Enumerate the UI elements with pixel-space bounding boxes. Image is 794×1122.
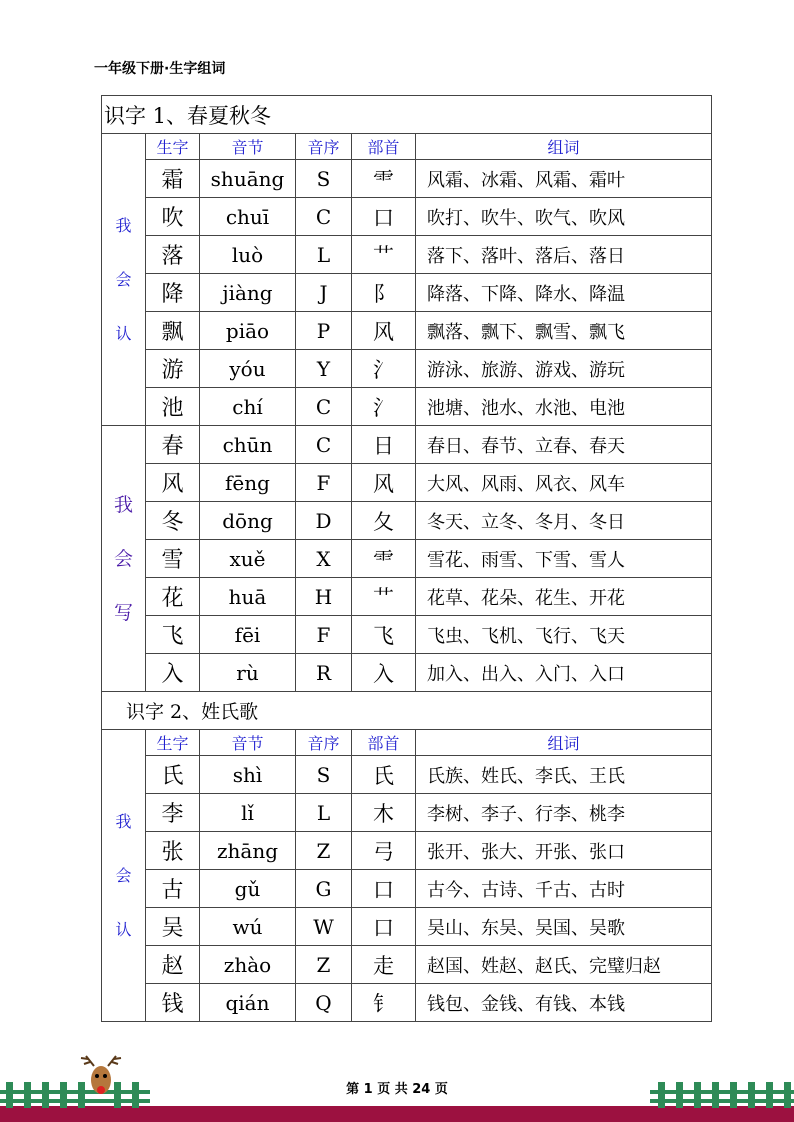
- table-row: [102, 388, 712, 426]
- initial-cell: L: [296, 794, 352, 832]
- character-cell: 池: [146, 388, 200, 426]
- character-cell: 入: [146, 654, 200, 692]
- initial-cell: X: [296, 540, 352, 578]
- character-cell: 雪: [146, 540, 200, 578]
- words-cell: 春日、春节、立春、春天: [416, 426, 712, 464]
- character-cell: 降: [146, 274, 200, 312]
- initial-cell: F: [296, 616, 352, 654]
- initial-header: 音序: [296, 134, 352, 160]
- group-label-char: 我: [115, 215, 132, 235]
- radical-cell: 氏: [352, 756, 416, 794]
- pinyin-header: 音节: [200, 134, 296, 160]
- left-fence-decoration: [0, 1078, 150, 1108]
- radical-cell: 夂: [352, 502, 416, 540]
- table-row: [102, 794, 712, 832]
- initial-cell: Z: [296, 946, 352, 984]
- table-row: [102, 946, 712, 984]
- lesson-title: 识字 1、春夏秋冬: [102, 96, 712, 134]
- radical-cell: ⻗: [352, 540, 416, 578]
- character-cell: 张: [146, 832, 200, 870]
- words-cell: 赵国、姓赵、赵氏、完璧归赵: [416, 946, 712, 984]
- radical-cell: 氵: [352, 388, 416, 426]
- pinyin-cell: chūn: [200, 426, 296, 464]
- initial-cell: H: [296, 578, 352, 616]
- vocab-table: [101, 95, 712, 1022]
- pinyin-cell: rù: [200, 654, 296, 692]
- character-cell: 冬: [146, 502, 200, 540]
- character-cell: 钱: [146, 984, 200, 1022]
- words-cell: 落下、落叶、落后、落日: [416, 236, 712, 274]
- initial-cell: S: [296, 756, 352, 794]
- pinyin-cell: shuāng: [200, 160, 296, 198]
- character-cell: 花: [146, 578, 200, 616]
- words-cell: 钱包、金钱、有钱、本钱: [416, 984, 712, 1022]
- radical-cell: 风: [352, 464, 416, 502]
- pinyin-cell: zhào: [200, 946, 296, 984]
- table-row: [102, 350, 712, 388]
- group-label-char: 我: [115, 811, 132, 831]
- character-cell: 霜: [146, 160, 200, 198]
- initial-cell: Y: [296, 350, 352, 388]
- initial-header: 音序: [296, 730, 352, 756]
- initial-cell: L: [296, 236, 352, 274]
- table-row: [102, 160, 712, 198]
- pinyin-cell: qián: [200, 984, 296, 1022]
- words-cell: 飘落、飘下、飘雪、飘飞: [416, 312, 712, 350]
- table-row: [102, 274, 712, 312]
- char-header: 生字: [146, 730, 200, 756]
- radical-cell: 风: [352, 312, 416, 350]
- table-row: [102, 540, 712, 578]
- group-label-char: 会: [115, 865, 132, 885]
- character-cell: 李: [146, 794, 200, 832]
- table-row: [102, 756, 712, 794]
- group-label: [102, 134, 146, 426]
- radical-cell: 钅: [352, 984, 416, 1022]
- radical-cell: 艹: [352, 578, 416, 616]
- character-cell: 赵: [146, 946, 200, 984]
- radical-cell: 木: [352, 794, 416, 832]
- pinyin-cell: lǐ: [200, 794, 296, 832]
- footer-bar: [0, 1106, 794, 1122]
- pinyin-cell: piāo: [200, 312, 296, 350]
- initial-cell: C: [296, 426, 352, 464]
- words-cell: 游泳、旅游、游戏、游玩: [416, 350, 712, 388]
- radical-cell: 艹: [352, 236, 416, 274]
- initial-cell: Q: [296, 984, 352, 1022]
- initial-cell: Z: [296, 832, 352, 870]
- initial-cell: R: [296, 654, 352, 692]
- initial-cell: J: [296, 274, 352, 312]
- character-cell: 古: [146, 870, 200, 908]
- radical-cell: 弓: [352, 832, 416, 870]
- words-cell: 加入、出入、入门、入口: [416, 654, 712, 692]
- table-row: [102, 578, 712, 616]
- right-fence-decoration: [650, 1078, 794, 1108]
- words-cell: 飞虫、飞机、飞行、飞天: [416, 616, 712, 654]
- words-cell: 花草、花朵、花生、开花: [416, 578, 712, 616]
- pinyin-cell: gǔ: [200, 870, 296, 908]
- words-cell: 氏族、姓氏、李氏、王氏: [416, 756, 712, 794]
- initial-cell: F: [296, 464, 352, 502]
- group-label-char: 会: [113, 547, 133, 570]
- words-cell: 张开、张大、开张、张口: [416, 832, 712, 870]
- table-row: [102, 654, 712, 692]
- words-cell: 古今、古诗、千古、古时: [416, 870, 712, 908]
- pinyin-cell: xuě: [200, 540, 296, 578]
- page-number: 第 1 页 共 24 页: [346, 1082, 448, 1097]
- radical-cell: 日: [352, 426, 416, 464]
- initial-cell: G: [296, 870, 352, 908]
- table-row: [102, 464, 712, 502]
- radical-cell: 飞: [352, 616, 416, 654]
- table-row: [102, 832, 712, 870]
- initial-cell: C: [296, 388, 352, 426]
- column-header-row: [102, 730, 712, 756]
- pinyin-cell: dōng: [200, 502, 296, 540]
- character-cell: 春: [146, 426, 200, 464]
- pinyin-cell: chí: [200, 388, 296, 426]
- page-header: 一年级下册·生字组词: [94, 61, 226, 77]
- pinyin-cell: jiàng: [200, 274, 296, 312]
- table-row: [102, 616, 712, 654]
- words-cell: 吹打、吹牛、吹气、吹风: [416, 198, 712, 236]
- character-cell: 吹: [146, 198, 200, 236]
- character-cell: 游: [146, 350, 200, 388]
- radical-cell: 口: [352, 908, 416, 946]
- table-row: [102, 426, 712, 464]
- group-label-char: 认: [115, 323, 132, 343]
- words-cell: 降落、下降、降水、降温: [416, 274, 712, 312]
- initial-cell: P: [296, 312, 352, 350]
- words-cell: 吴山、东吴、吴国、吴歌: [416, 908, 712, 946]
- group-label-char: 写: [113, 601, 133, 624]
- initial-cell: S: [296, 160, 352, 198]
- words-cell: 池塘、池水、水池、电池: [416, 388, 712, 426]
- character-cell: 氏: [146, 756, 200, 794]
- character-cell: 风: [146, 464, 200, 502]
- group-label: [102, 426, 146, 692]
- table-row: [102, 870, 712, 908]
- pinyin-cell: yóu: [200, 350, 296, 388]
- column-header-row: [102, 134, 712, 160]
- table-row: [102, 198, 712, 236]
- pinyin-cell: shì: [200, 756, 296, 794]
- character-cell: 飘: [146, 312, 200, 350]
- initial-cell: W: [296, 908, 352, 946]
- radical-header: 部首: [352, 134, 416, 160]
- pinyin-cell: luò: [200, 236, 296, 274]
- initial-cell: D: [296, 502, 352, 540]
- radical-cell: 入: [352, 654, 416, 692]
- group-label: [102, 730, 146, 1022]
- character-cell: 飞: [146, 616, 200, 654]
- words-cell: 大风、风雨、风衣、风车: [416, 464, 712, 502]
- radical-header: 部首: [352, 730, 416, 756]
- radical-cell: 氵: [352, 350, 416, 388]
- pinyin-cell: chuī: [200, 198, 296, 236]
- group-label-char: 会: [115, 269, 132, 289]
- words-cell: 雪花、雨雪、下雪、雪人: [416, 540, 712, 578]
- character-cell: 吴: [146, 908, 200, 946]
- radical-cell: 口: [352, 870, 416, 908]
- lesson-title: 识字 2、姓氏歌: [102, 692, 712, 730]
- radical-cell: 口: [352, 198, 416, 236]
- initial-cell: C: [296, 198, 352, 236]
- radical-cell: 走: [352, 946, 416, 984]
- character-cell: 落: [146, 236, 200, 274]
- lesson-title-row: [102, 96, 712, 134]
- pinyin-cell: zhāng: [200, 832, 296, 870]
- words-cell: 风霜、冰霜、风霜、霜叶: [416, 160, 712, 198]
- words-header: 组词: [416, 134, 712, 160]
- words-header: 组词: [416, 730, 712, 756]
- table-row: [102, 312, 712, 350]
- lesson-title-row: [102, 692, 712, 730]
- pinyin-cell: fēi: [200, 616, 296, 654]
- group-label-char: 认: [115, 919, 132, 939]
- words-cell: 冬天、立冬、冬月、冬日: [416, 502, 712, 540]
- table-row: [102, 502, 712, 540]
- reindeer-icon: [76, 1050, 126, 1100]
- pinyin-cell: wú: [200, 908, 296, 946]
- words-cell: 李树、李子、行李、桃李: [416, 794, 712, 832]
- table-row: [102, 236, 712, 274]
- table-row: [102, 984, 712, 1022]
- radical-cell: ⻗: [352, 160, 416, 198]
- table-row: [102, 908, 712, 946]
- pinyin-cell: fēng: [200, 464, 296, 502]
- pinyin-cell: huā: [200, 578, 296, 616]
- radical-cell: 阝: [352, 274, 416, 312]
- group-label-char: 我: [113, 493, 133, 516]
- pinyin-header: 音节: [200, 730, 296, 756]
- char-header: 生字: [146, 134, 200, 160]
